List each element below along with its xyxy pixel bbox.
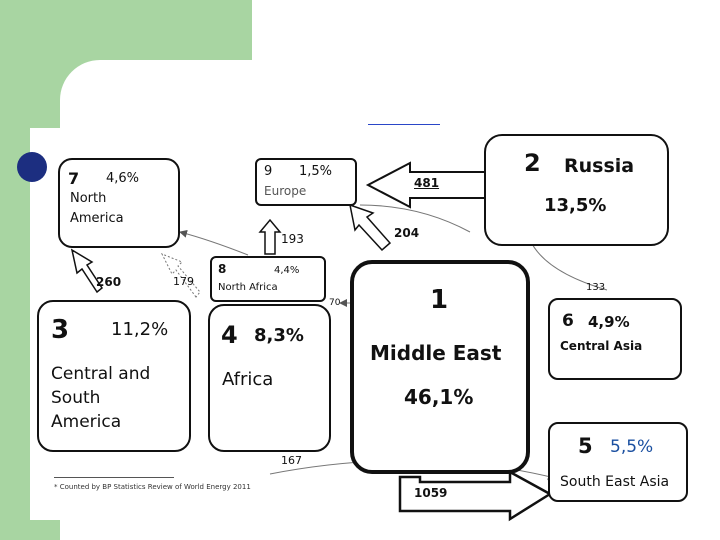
region-share: 4,9%: [588, 313, 630, 331]
flow-arrow-northafrica-europe: [260, 220, 280, 254]
region-number: 4: [221, 321, 238, 349]
flow-value-middleeast-seasia: 1059: [414, 486, 448, 500]
region-share: 4,6%: [106, 171, 140, 186]
footnote-text: * Counted by BP Statistics Review of World Energy 2011: [54, 483, 251, 491]
region-name-line: South: [51, 388, 101, 408]
region-name-line: Central Asia: [560, 339, 643, 353]
region-name-line: South East Asia: [560, 474, 670, 490]
region-box-south-east-asia: [548, 422, 688, 502]
flow-value-centralasia-russia: 133: [586, 282, 606, 293]
footnote-divider: [54, 477, 174, 478]
flow-value-africa-seasia: 167: [281, 454, 302, 467]
region-name-line: Middle East: [370, 341, 502, 365]
region-name-line: North Africa: [218, 282, 278, 293]
region-number: 5: [578, 434, 593, 458]
region-share: 8,3%: [254, 325, 304, 346]
region-box-europe: [255, 158, 357, 206]
region-share: 11,2%: [111, 319, 169, 340]
flow-value-northafrica-europe: 193: [281, 232, 304, 246]
flow-value-middleeast-europe: 204: [394, 226, 420, 240]
region-share: 5,5%: [610, 437, 654, 457]
region-name-line: Russia: [564, 155, 635, 177]
region-number: 8: [218, 262, 227, 276]
region-box-russia: [484, 134, 669, 246]
region-box-north-america: [58, 158, 180, 248]
region-number: 1: [430, 285, 449, 315]
region-box-north-africa: [210, 256, 326, 302]
region-name-line: America: [51, 412, 122, 432]
region-number: 2: [524, 149, 541, 177]
region-name-line: Central and: [51, 364, 151, 384]
region-share: 1,5%: [299, 164, 333, 179]
region-number: 3: [51, 315, 70, 345]
region-share: 46,1%: [404, 385, 474, 409]
region-box-africa: [208, 304, 331, 452]
region-name-line: Europe: [264, 184, 307, 198]
region-number: 9: [264, 164, 273, 179]
flow-value-middleeast-northafrica: 70: [329, 298, 341, 308]
region-name-line: North: [70, 191, 107, 206]
region-number: 7: [68, 169, 80, 188]
flow-value-russia-europe: 481: [414, 176, 440, 190]
region-name-line: Africa: [222, 369, 274, 390]
flow-value-csamerica-northamerica: 260: [96, 275, 122, 289]
region-number: 6: [562, 311, 574, 331]
region-box-central-asia: [548, 298, 682, 380]
flow-arrow-middleeast-europe: [350, 205, 390, 250]
region-box-middle-east: [350, 260, 530, 474]
region-share: 4,4%: [274, 265, 300, 276]
flow-value-northafrica-northamerica: 179: [173, 275, 194, 288]
region-box-central-south-america: [37, 300, 191, 452]
flow-curve-to-northamerica: [180, 232, 248, 255]
region-name-line: America: [70, 211, 124, 226]
region-share: 13,5%: [544, 195, 607, 216]
